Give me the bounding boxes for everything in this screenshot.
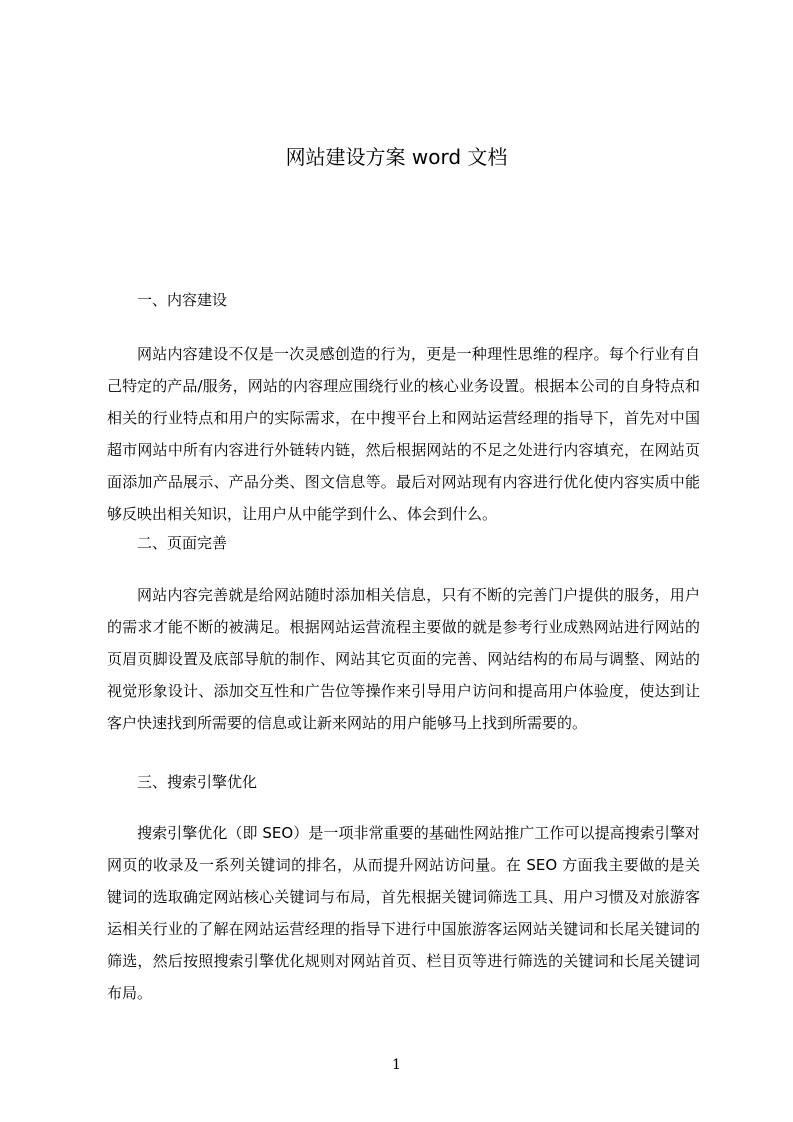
- section-heading-seo: 三、搜索引擎优化: [137, 773, 258, 791]
- section-heading-content: 一、内容建设: [137, 291, 228, 309]
- section-paragraph-page: 网站内容完善就是给网站随时添加相关信息，只有不断的完善门户提供的服务，用户的需求才能不断的被满足。根据网站运营流程主要做的就是参考行业成熟网站进行网站的页眉页脚设置及底部导航的制作、网站其它页面的完善、网站结构的布局与调整、网站的视觉形象设计、添加交互性和广告位等操作来引导用户访问和提高用户体验度，使达到让客户快速找到所需要的信息或让新来网站的用户能够马上找到所需要的。: [107, 586, 700, 732]
- section-heading-page: 二、页面完善: [137, 534, 228, 552]
- section-paragraph-content: 网站内容建设不仅是一次灵感创造的行为，更是一种理性思维的程序。每个行业有自己特定的产品/服务，网站的内容理应围绕行业的核心业务设置。根据本公司的自身特点和相关的行业特点和用户的实际需求，在中搜平台上和网站运营经理的指导下，首先对中国超市网站中所有内容进行外链转内链，然后根据网站的不足之处进行内容填充，在网站页面添加产品展示、产品分类、图文信息等。最后对网站现有内容进行优化使内容实质中能够反映出相关知识，让用户从中能学到什么、体会到什么。: [107, 345, 700, 523]
- section-paragraph-seo: 搜索引擎优化（即 SEO）是一项非常重要的基础性网站推广工作可以提高搜索引擎对网页的收录及一系列关键词的排名，从而提升网站访问量。在 SEO 方面我主要做的是关键词的选取确定网站核心关键词与布局，首先根据关键词筛选工具、用户习惯及对旅游客运相关行业的了解在网站运营经理的指导下进行中国旅游客运网站关键词和长尾关键词的筛选，然后按照搜索引擎优化规则对网站首页、栏目页等进行筛选的关键词和长尾关键词布局。: [107, 824, 700, 1002]
- page-number: 1: [392, 1057, 401, 1073]
- document-title: 网站建设方案 word 文档: [285, 145, 508, 169]
